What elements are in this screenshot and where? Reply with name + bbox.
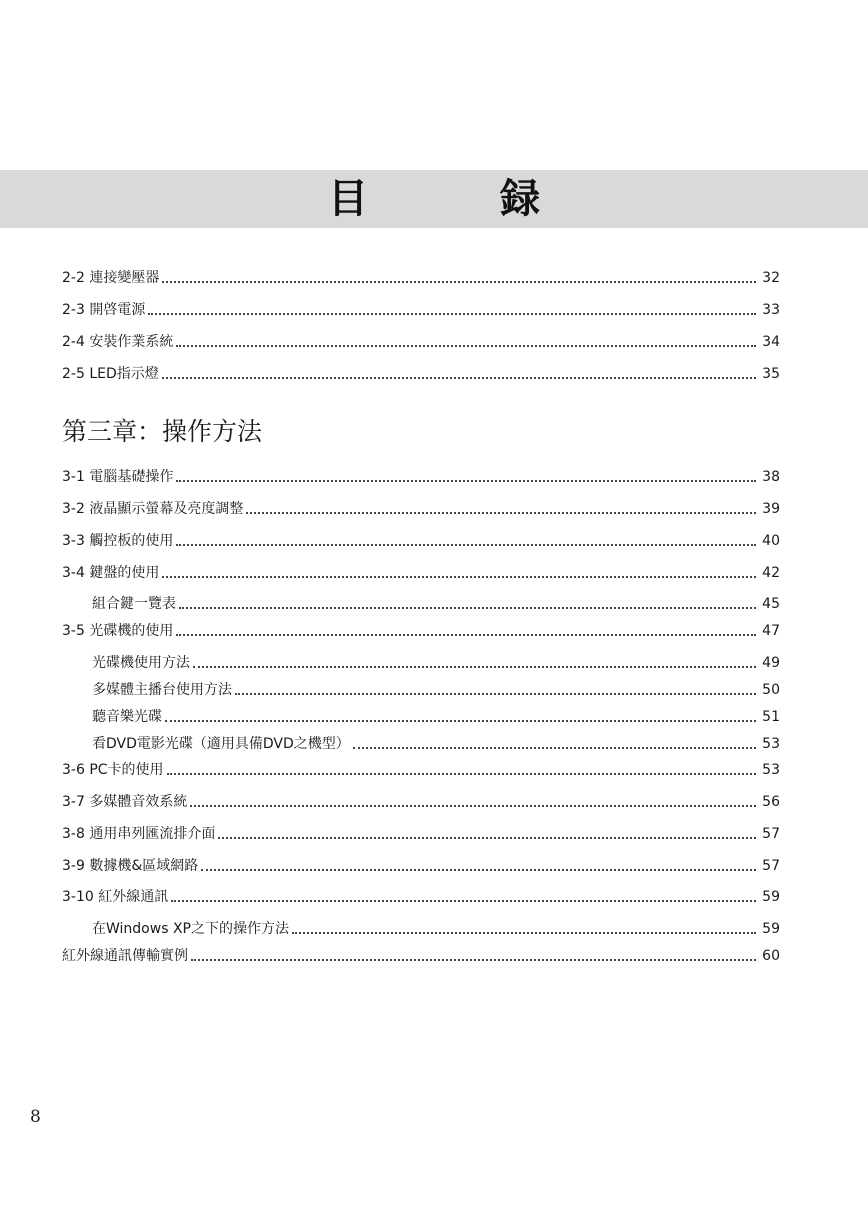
toc-entry-page: 53: [762, 736, 780, 752]
toc-leader: [179, 607, 756, 609]
page-title: 目 録: [328, 175, 586, 222]
toc-entry-page: 59: [762, 921, 780, 937]
toc-entry[interactable]: [62, 562, 780, 582]
toc-leader: [193, 666, 756, 668]
toc-entry-title: 多媒體主播台使用方法: [92, 682, 232, 698]
toc-entry-page: 34: [762, 334, 780, 350]
toc-entry-title: 3-5 光碟機的使用: [62, 623, 174, 639]
toc-entry-title: 3-7 多媒體音效系統: [62, 794, 188, 810]
toc-entry-title: 光碟機使用方法: [92, 655, 190, 671]
toc-entry-title: 3-9 數據機&區域網路: [62, 858, 199, 874]
toc-leader: [176, 480, 756, 482]
toc-leader: [165, 720, 756, 722]
toc-leader: [176, 634, 756, 636]
toc-entry-title: 看DVD電影光碟（適用具備DVD之機型）: [92, 736, 350, 752]
toc-leader: [235, 693, 756, 695]
toc-leader: [176, 544, 756, 546]
toc-entry-title: 2-3 開啓電源: [62, 302, 146, 318]
toc-entry[interactable]: [62, 945, 780, 965]
toc-entry-page: 35: [762, 366, 780, 382]
toc-entry-title: 3-8 通用串列匯流排介面: [62, 826, 216, 842]
toc-entry-title: 紅外線通訊傳輸實例: [62, 948, 188, 964]
toc-entry-page: 32: [762, 270, 780, 286]
toc-entry-page: 40: [762, 533, 780, 549]
toc-leader: [176, 345, 756, 347]
toc-leader: [218, 837, 756, 839]
toc-entry-page: 38: [762, 469, 780, 485]
toc-entry-page: 60: [762, 948, 780, 964]
toc-entry[interactable]: [62, 267, 780, 287]
toc-entry-page: 59: [762, 889, 780, 905]
toc-entry[interactable]: [62, 331, 780, 351]
toc-entry[interactable]: [62, 823, 780, 843]
toc-entry-page: 39: [762, 501, 780, 517]
toc-leader: [171, 900, 756, 902]
toc-entry-page: 51: [762, 709, 780, 725]
page-number: 8: [30, 1107, 41, 1127]
toc-subentry[interactable]: [92, 733, 780, 753]
toc-entry[interactable]: [62, 363, 780, 383]
toc-entry-page: 33: [762, 302, 780, 318]
toc-entry-title: 2-2 連接變壓器: [62, 270, 160, 286]
toc-subentry[interactable]: [92, 706, 780, 726]
toc-entry-title: 3-2 液晶顯示螢幕及亮度調整: [62, 501, 244, 517]
toc-entry-title: 聽音樂光碟: [92, 709, 162, 725]
chapter-heading: 第三章：操作方法: [62, 417, 263, 446]
toc-entry-page: 42: [762, 565, 780, 581]
toc-leader: [292, 932, 756, 934]
toc-entry-title: 2-5 LED指示燈: [62, 366, 159, 382]
toc-entry[interactable]: [62, 620, 780, 640]
toc-entry[interactable]: [62, 791, 780, 811]
toc-entry-page: 50: [762, 682, 780, 698]
toc-leader: [148, 313, 756, 315]
toc-entry[interactable]: [62, 498, 780, 518]
toc-entry-page: 47: [762, 623, 780, 639]
toc-leader: [201, 869, 756, 871]
toc-entry[interactable]: [62, 466, 780, 486]
toc-entry-title: 3-10 紅外線通訊: [62, 889, 169, 905]
toc-entry-page: 56: [762, 794, 780, 810]
toc-entry-page: 49: [762, 655, 780, 671]
toc-leader: [191, 959, 756, 961]
toc-subentry[interactable]: [92, 652, 780, 672]
toc-entry-title: 3-4 鍵盤的使用: [62, 565, 160, 581]
toc-entry-page: 53: [762, 762, 780, 778]
toc-subentry[interactable]: [92, 679, 780, 699]
toc-entry[interactable]: [62, 759, 780, 779]
toc-leader: [162, 281, 756, 283]
toc-entry-page: 57: [762, 826, 780, 842]
toc-leader: [353, 747, 756, 749]
toc-entry[interactable]: [62, 530, 780, 550]
toc-entry-title: 3-1 電腦基礎操作: [62, 469, 174, 485]
toc-entry-page: 57: [762, 858, 780, 874]
toc-entry[interactable]: [62, 886, 780, 906]
toc-entry[interactable]: [62, 855, 780, 875]
toc-entry-title: 3-3 觸控板的使用: [62, 533, 174, 549]
toc-entry-page: 45: [762, 596, 780, 612]
toc-leader: [246, 512, 756, 514]
toc-subentry[interactable]: [92, 918, 780, 938]
toc-leader: [190, 805, 756, 807]
toc-entry-title: 2-4 安裝作業系統: [62, 334, 174, 350]
toc-leader: [162, 576, 756, 578]
toc-entry[interactable]: [62, 299, 780, 319]
toc-entry-title: 在Windows XP之下的操作方法: [92, 921, 289, 937]
toc-entry-title: 組合鍵一覽表: [92, 596, 176, 612]
toc-entry-title: 3-6 PC卡的使用: [62, 762, 164, 778]
toc-leader: [167, 773, 757, 775]
toc-subentry[interactable]: [92, 593, 780, 613]
toc-leader: [162, 377, 756, 379]
